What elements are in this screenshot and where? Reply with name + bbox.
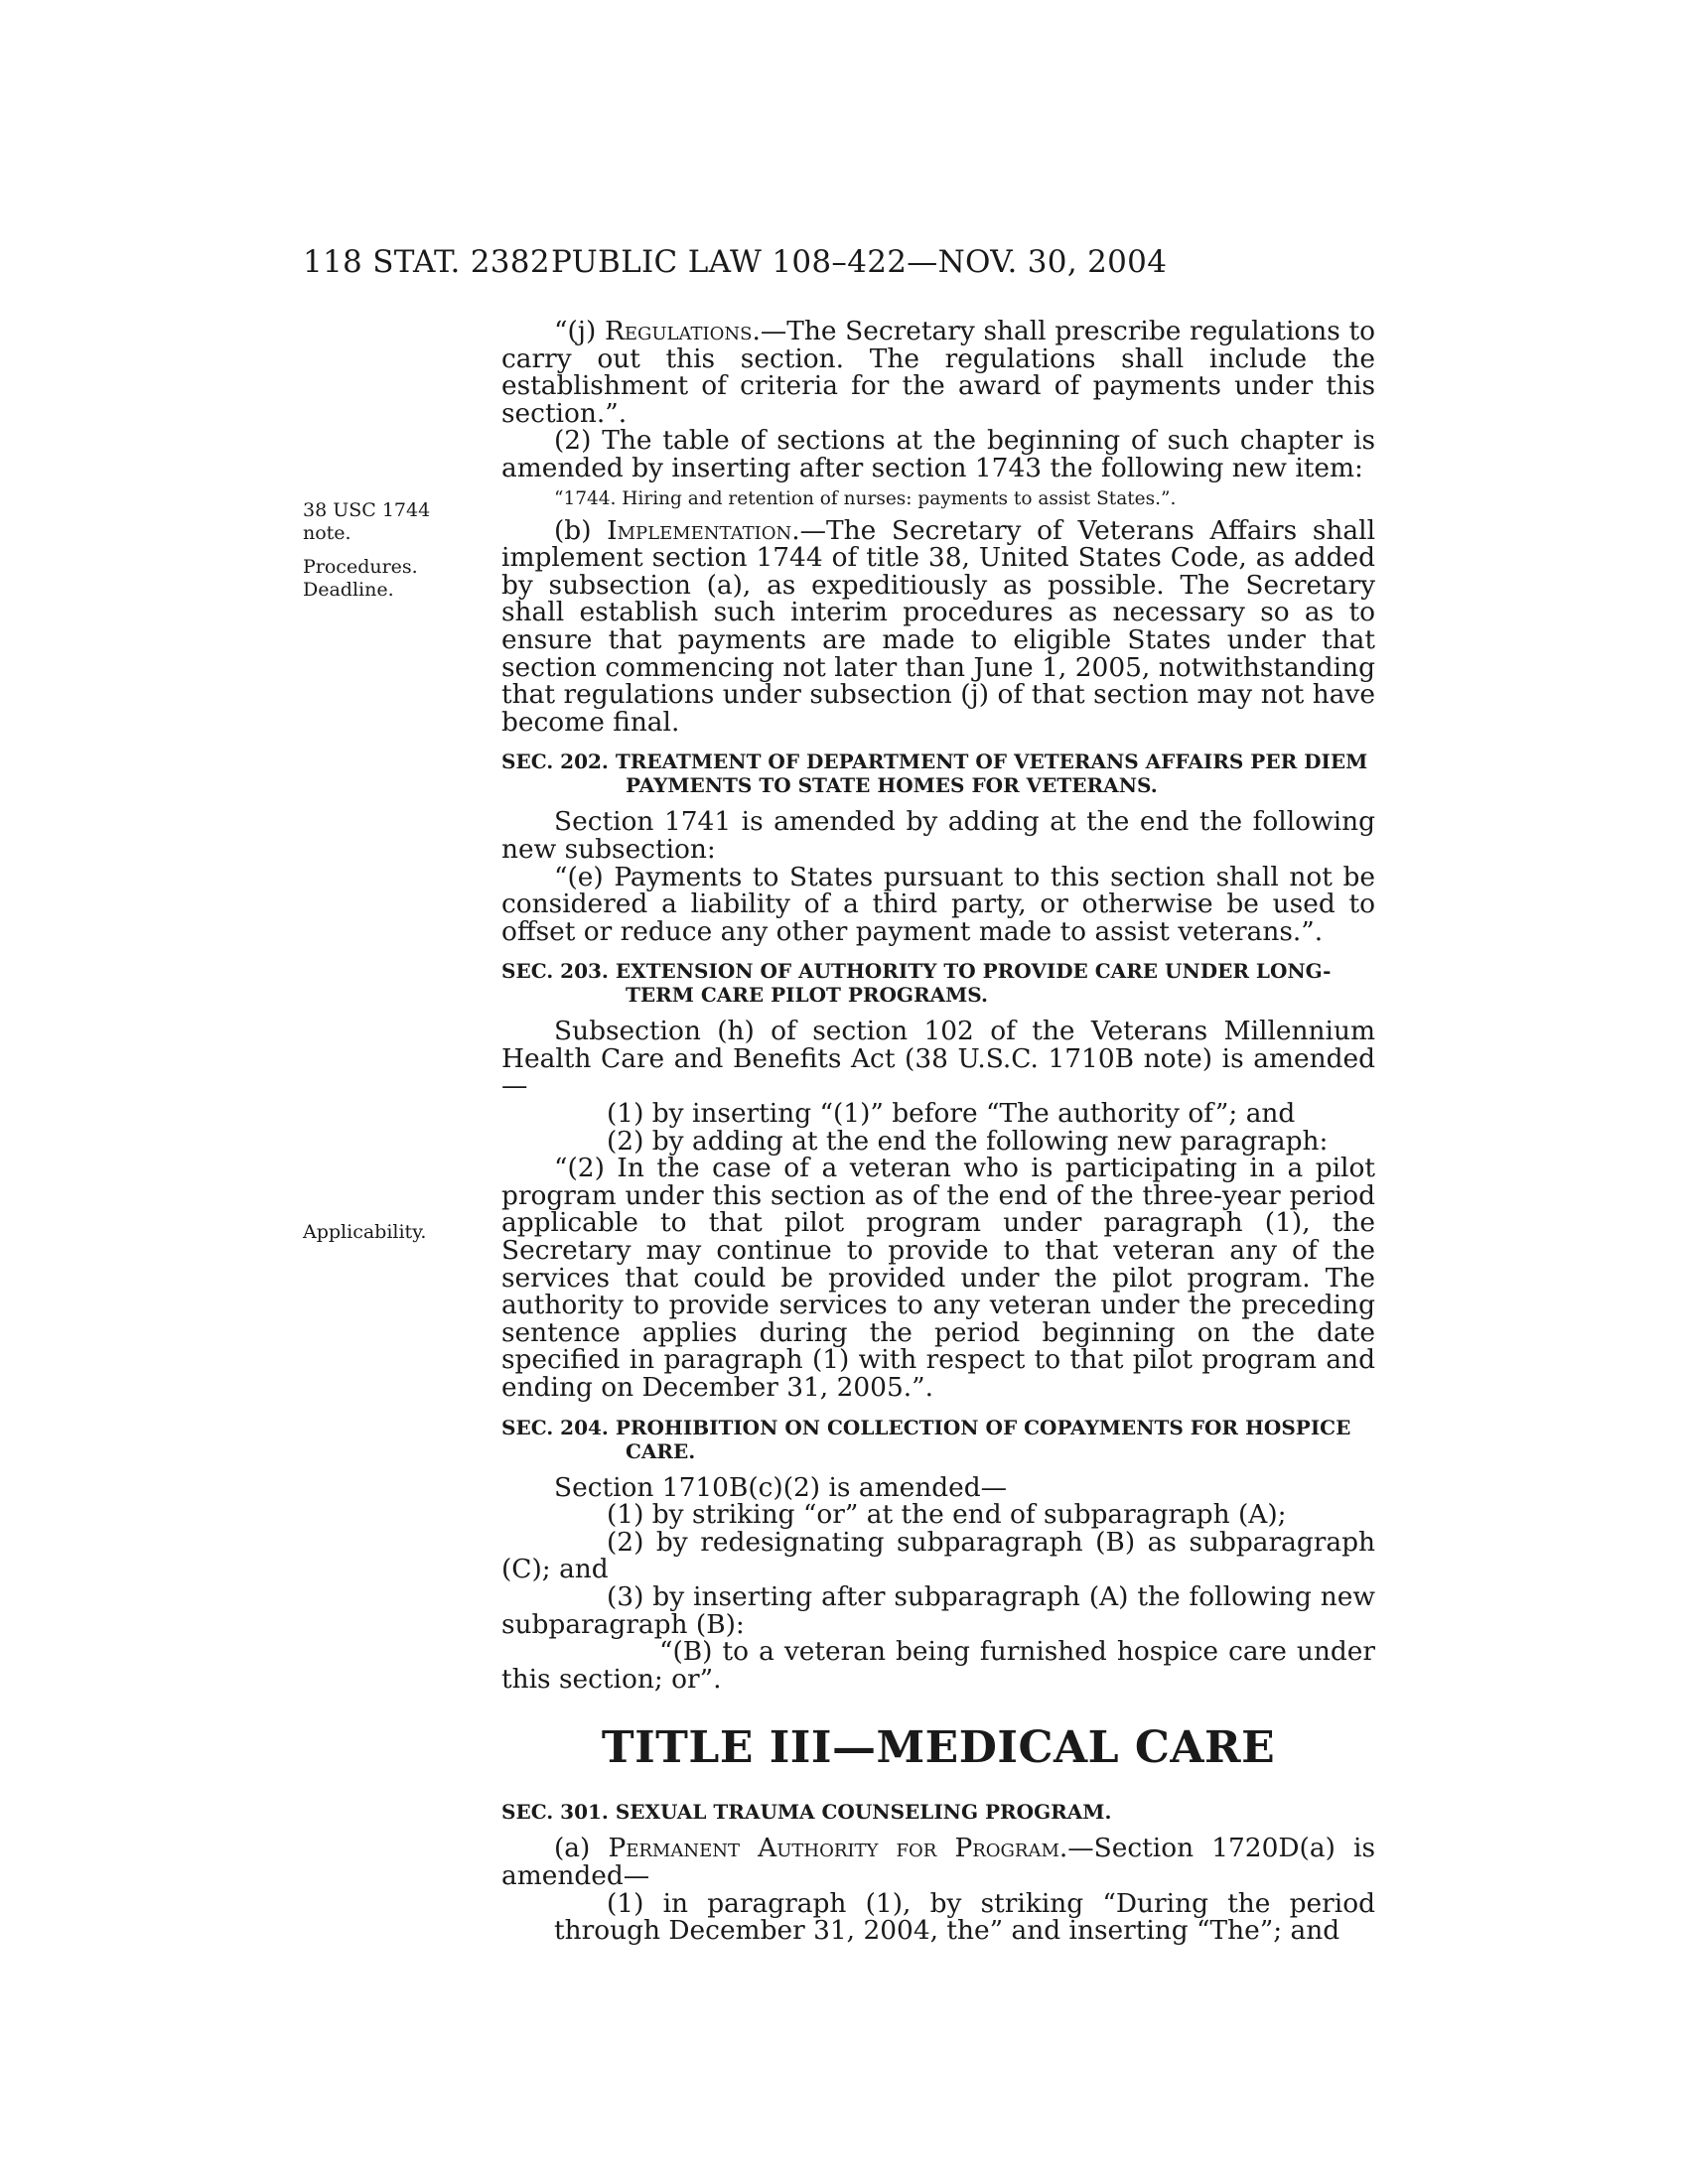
paragraph-b: (b) Implementation.—The Secretary of Veterans Affairs shall implement section 1744 of title 38, United States Code, as added by subsection (a), as expeditiously as possible. The Secretary shall establish such interim procedures as necessary so as to ensure that payments are made to eligible States under that section commencing not later than June 1, 2005, notwithstanding that regulations under subsection (j) of that section may not have become final. [501, 514, 1376, 738]
title-iii-heading: TITLE III—MEDICAL CARE [601, 1722, 1276, 1774]
sec-203-heading: SEC. 203. EXTENSION OF AUTHORITY TO PROVIDE CARE UNDER LONG-TERM CARE PILOT PROGRAMS. [501, 959, 1332, 1008]
sec-204-para-5: “(B) to a veteran being furnished hospice care under this section; or”. [501, 1636, 1375, 1695]
margin-note-applicability-text: Applicability. [303, 1221, 427, 1243]
page-header [303, 244, 1375, 290]
paragraph-j: “(j) Regulations.—The Secretary shall prescribe regulations to carry out this section. The regulations shall include the establishment of criteria for the award of payments under this section.”. [501, 316, 1376, 429]
margin-note-citation-line2: note. [303, 522, 352, 544]
margin-note-citation [303, 499, 492, 545]
sec-202-heading: SEC. 202. TREATMENT OF DEPARTMENT OF VETERANS AFFAIRS PER DIEM PAYMENTS TO STATE HOMES FOR VETERANS. [501, 750, 1368, 798]
regulations-heading: Regulations [604, 316, 753, 346]
sec-203-para-2: (1) by inserting “(1)” before “The authority of”; and [607, 1098, 1296, 1130]
new-item-line: “1744. Hiring and retention of nurses: payments to assist States.”. [554, 487, 1177, 509]
statute-body [501, 318, 1375, 1945]
sec-301-heading: SEC. 301. SEXUAL TRAUMA COUNSELING PROGRAM. [501, 1800, 1112, 1825]
sec-204-para-4: (3) by inserting after subparagraph (A) the following new subparagraph (B): [501, 1580, 1375, 1640]
margin-note-citation-line1: 38 USC 1744 [303, 499, 431, 521]
sec-204-para-2: (1) by striking “or” at the end of subparagraph (A); [607, 1499, 1287, 1531]
sec-203-para-1: Subsection (h) of section 102 of the Veterans Millennium Health Care and Benefits Act (38 U.S.C. 1710B note) is amended— [501, 1016, 1375, 1102]
margin-note-procedures [303, 556, 492, 602]
margin-note-deadline-text: Deadline. [303, 579, 394, 601]
sec-301-para-1: (1) in paragraph (1), by striking “During the period through December 31, 2004, the” and inserting “The”; and [554, 1887, 1375, 1947]
implementation-heading: Implementation [607, 514, 792, 546]
sec-204-para-3: (2) by redesignating subparagraph (B) as subparagraph (C); and [501, 1526, 1375, 1585]
sec-203-para-4: “(2) In the case of a veteran who is participating in a pilot program under this section as of the end of the three-year period applicable to that pilot program under paragraph (1), the Secretary may continue to provide to that veteran any of the services that could be provided under the pilot program. The authority to provide services to any veteran under the preceding sentence applies during the period beginning on the date specified in paragraph (1) with respect to that pilot program and ending on December 31, 2005.”. [501, 1153, 1375, 1403]
sec-204-heading: SEC. 204. PROHIBITION ON COLLECTION OF COPAYMENTS FOR HOSPICE CARE. [501, 1415, 1351, 1463]
sec-202-para-2: “(e) Payments to States pursuant to this section shall not be considered a liability of a third party, or otherwise be used to offset or reduce any other payment made to assist veterans.”. [501, 861, 1375, 947]
sec-301-para-a: (a) Permanent Authority for Program.—Section 1720D(a) is amended— [501, 1833, 1375, 1891]
page-number: 118 STAT. 2382 [303, 244, 550, 280]
margin-note-applicability [303, 1221, 492, 1244]
margin-note-procedures-text: Procedures. [303, 556, 418, 578]
sec-203-para-3: (2) by adding at the end the following new paragraph: [607, 1125, 1329, 1157]
paragraph-2: (2) The table of sections at the beginning of such chapter is amended by inserting after section 1743 the following new item: [501, 425, 1375, 483]
running-head: PUBLIC LAW 108–422—NOV. 30, 2004 [551, 244, 1168, 280]
sec-204-para-1: Section 1710B(c)(2) is amended— [554, 1471, 1008, 1503]
permanent-authority-heading: Permanent Authority for Program [608, 1833, 1059, 1864]
sec-202-para-1: Section 1741 is amended by adding at the end the following new subsection: [501, 806, 1375, 865]
